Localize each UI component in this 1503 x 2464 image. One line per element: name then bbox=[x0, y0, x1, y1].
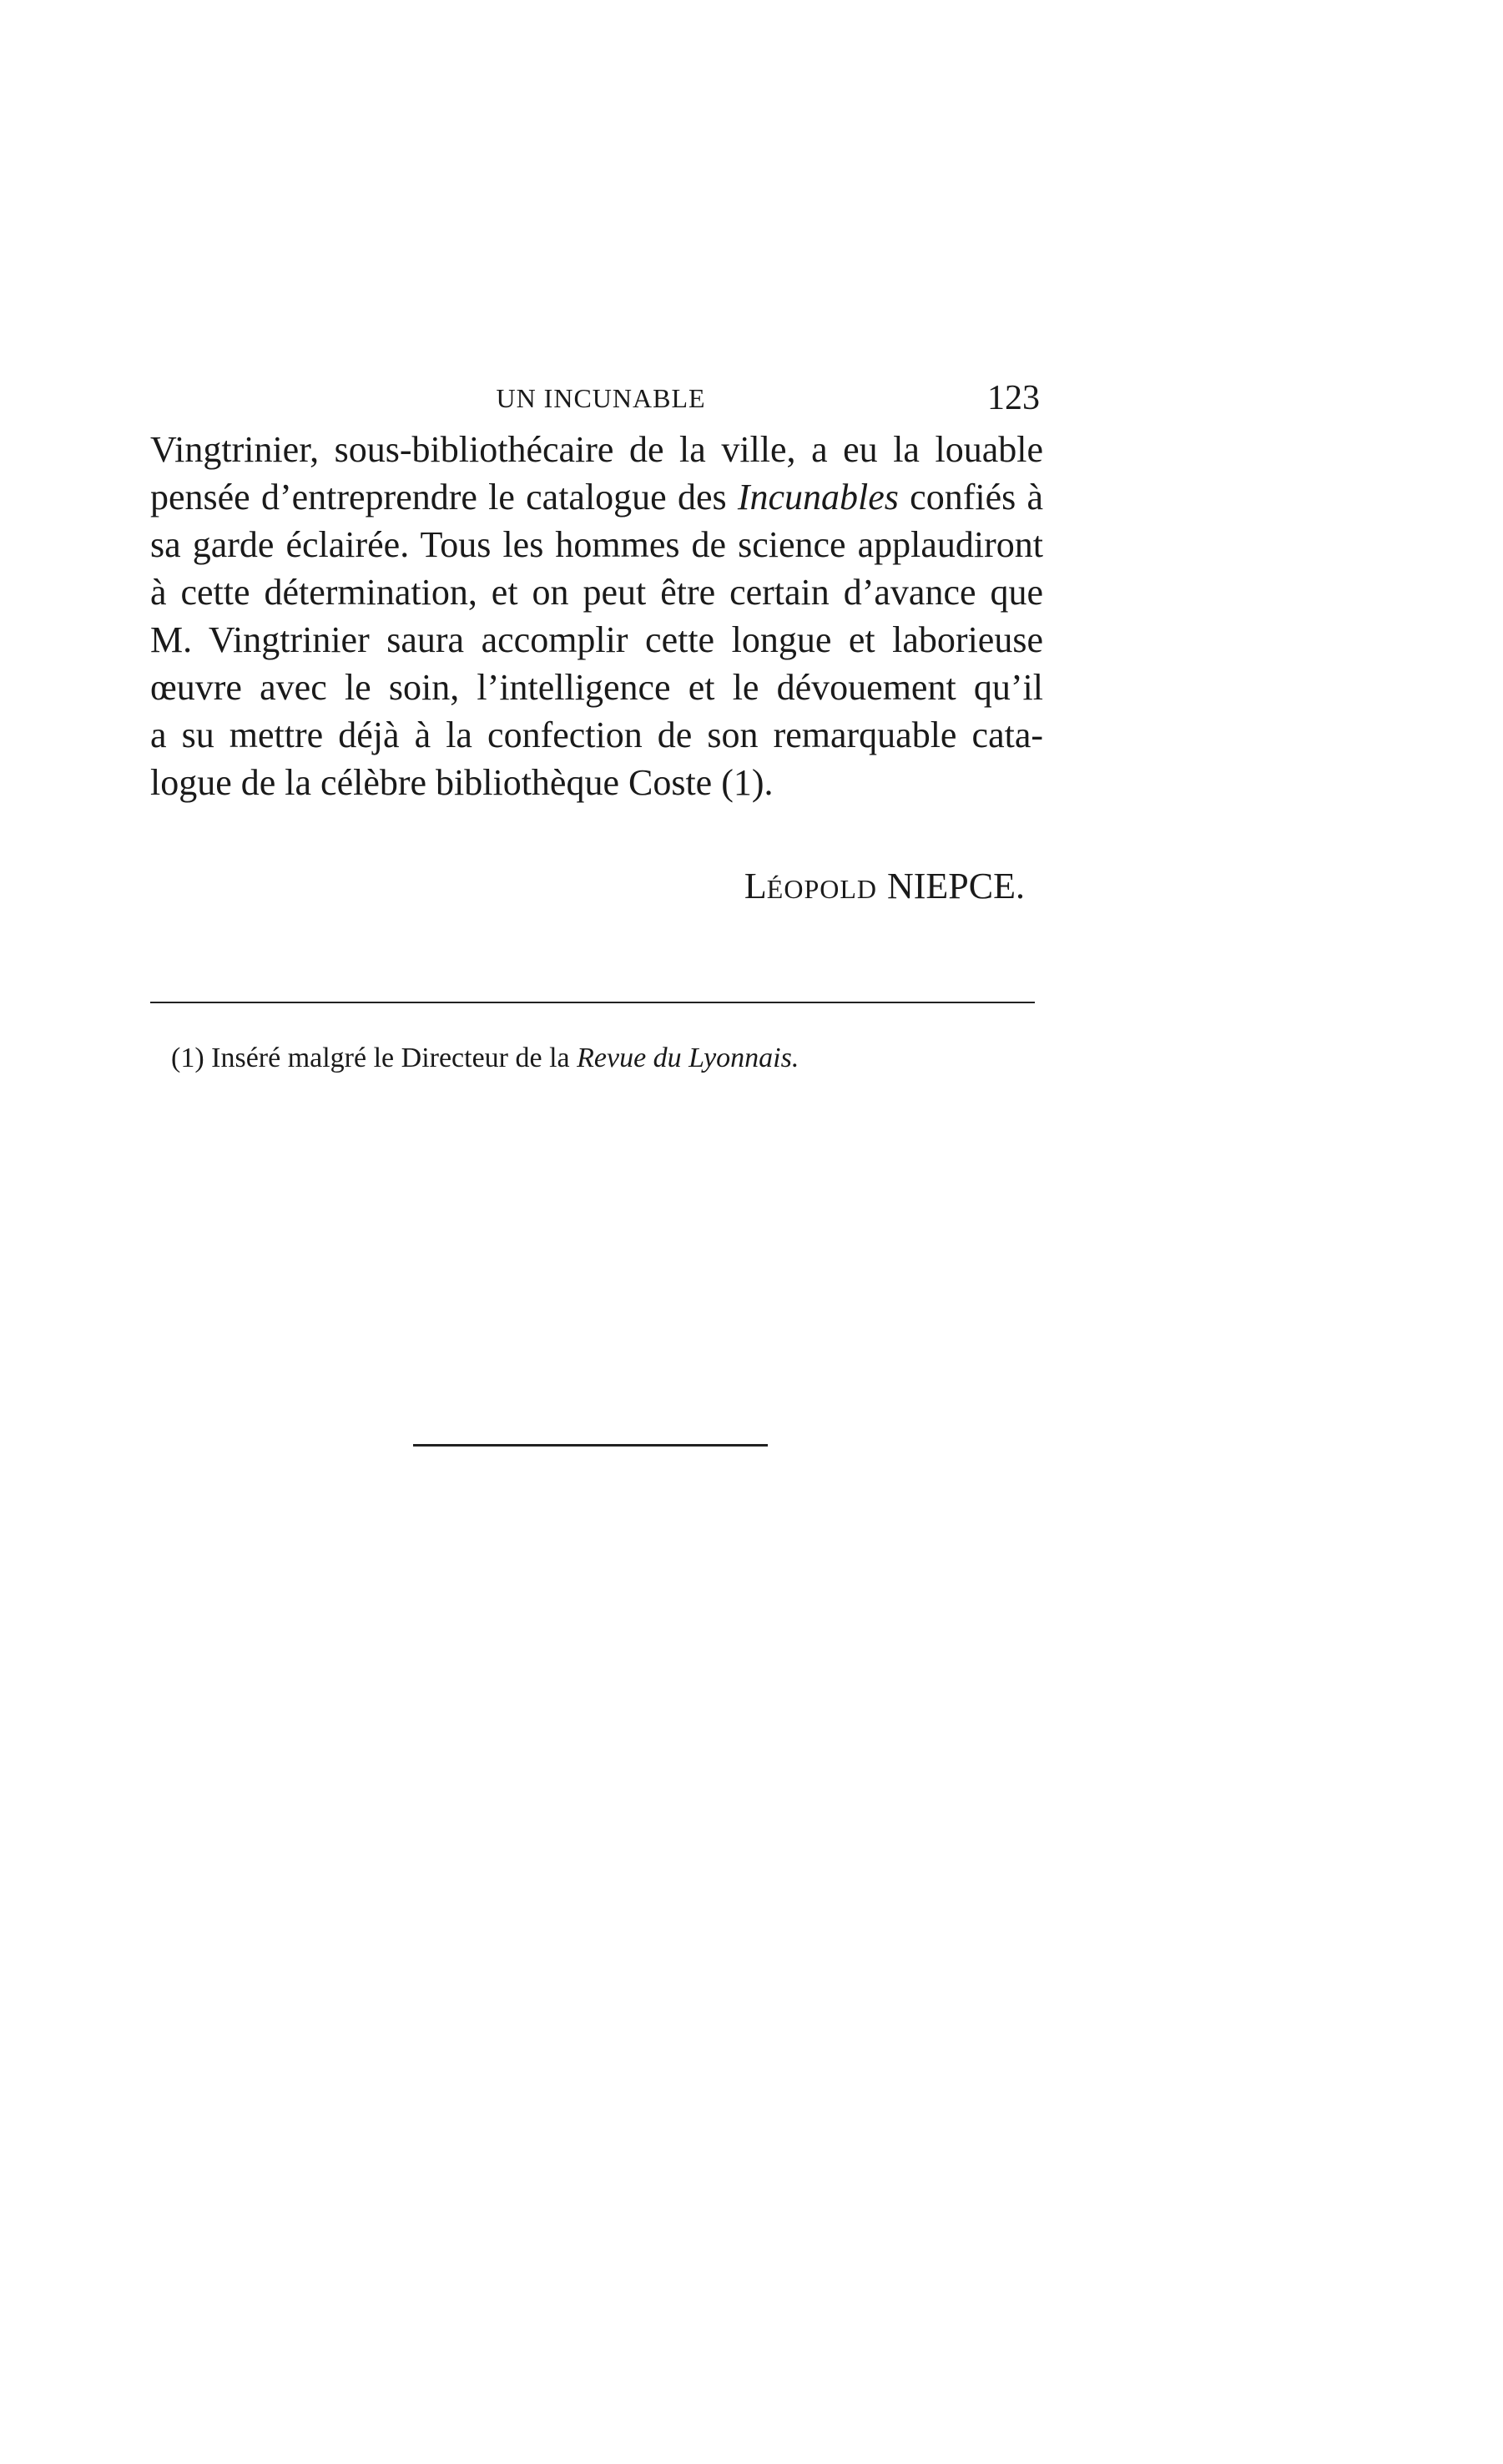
footnote-separator-rule bbox=[150, 1002, 1035, 1003]
running-title: UN INCUNABLE bbox=[496, 383, 706, 413]
italic-title: Incunables bbox=[737, 477, 899, 518]
footnote-journal-title: Revue du Lyonnais. bbox=[577, 1043, 799, 1073]
author-last-name: NIEPCE. bbox=[887, 866, 1025, 906]
page-number: 123 bbox=[987, 379, 1040, 417]
text-line: logue de la célèbre bibliothèque Coste (1). bbox=[150, 762, 774, 803]
text-line: œuvre avec le soin, l’intelligence et le dévouement qu’il bbox=[150, 667, 1043, 708]
text-line bbox=[150, 473, 1043, 521]
author-first-name bbox=[744, 866, 877, 906]
author-signature bbox=[150, 861, 1025, 914]
text-segment: pensée d’entreprendre le catalogue des bbox=[150, 477, 738, 518]
end-of-article-rule bbox=[413, 1444, 768, 1447]
footnote bbox=[171, 1038, 799, 1079]
footnote-text: (1) Inséré malgré le Directeur de la bbox=[171, 1043, 577, 1073]
text-line: à cette détermination, et on peut être certain d’avance que bbox=[150, 572, 1043, 613]
first-name-rest: ÉOPOLD bbox=[766, 874, 877, 904]
running-header bbox=[150, 377, 1052, 419]
first-name-initial: L bbox=[744, 866, 767, 906]
text-line: Vingtrinier, sous-bibliothécaire de la ville, a eu la louable bbox=[150, 429, 1043, 470]
text-line: M. Vingtrinier saura accomplir cette longue et laborieuse bbox=[150, 619, 1043, 660]
text-line: a su mettre déjà à la confection de son remarquable cata- bbox=[150, 714, 1043, 755]
text-segment: confiés à bbox=[898, 477, 1043, 518]
body-paragraph bbox=[150, 426, 1043, 806]
text-line: sa garde éclairée. Tous les hommes de science applaudiront bbox=[150, 524, 1043, 565]
